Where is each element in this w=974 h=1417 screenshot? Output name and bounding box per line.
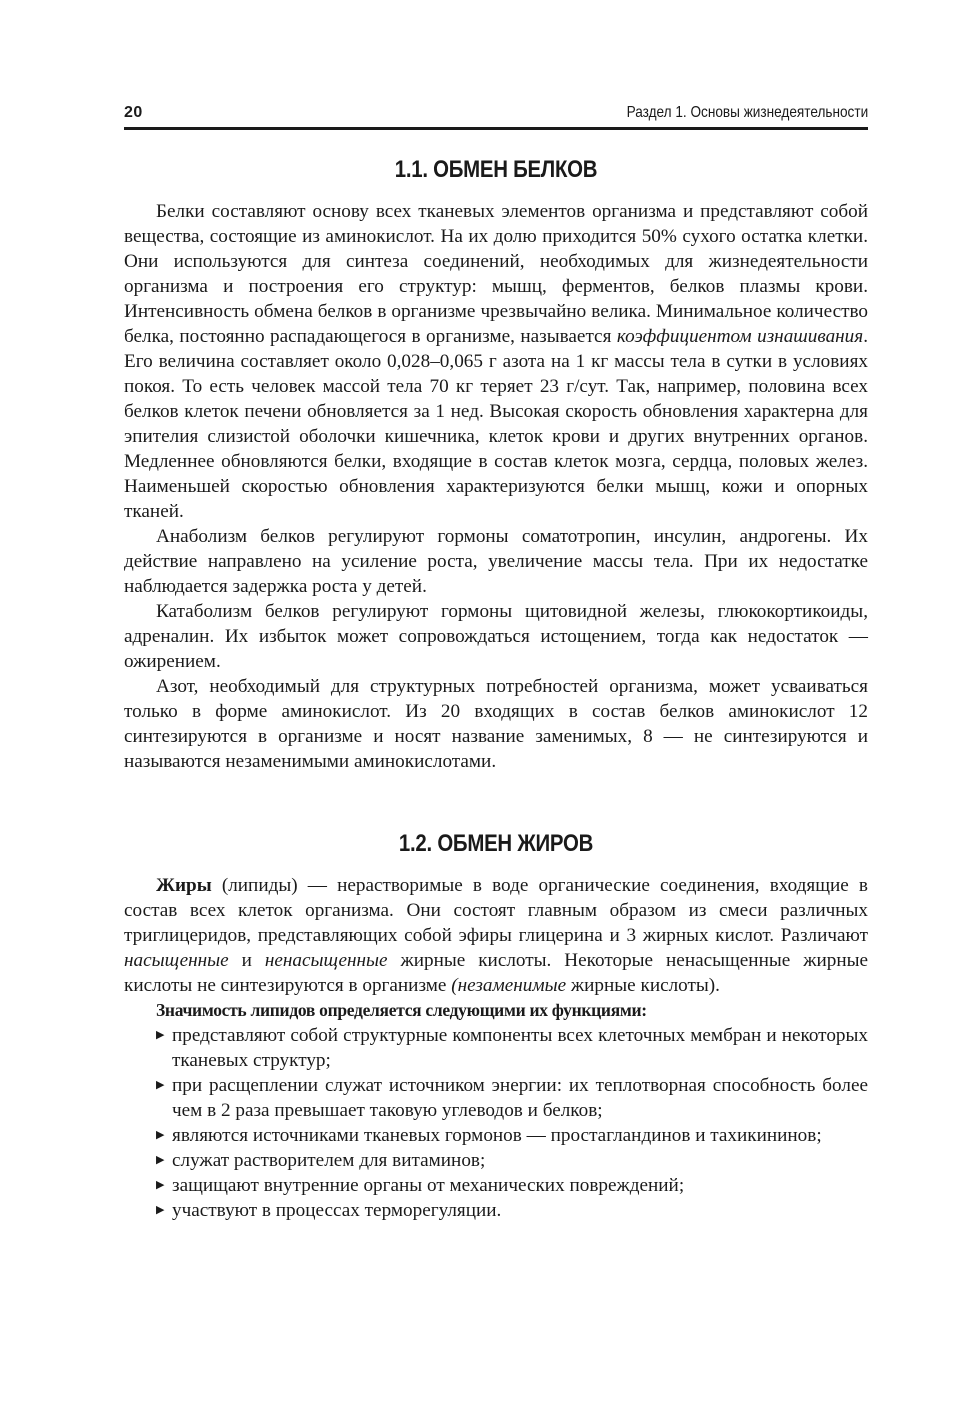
triangle-bullet-icon: ▶: [156, 1029, 165, 1041]
text-run: и: [228, 950, 265, 971]
running-header: [124, 104, 868, 128]
list-item: [156, 1148, 868, 1173]
list-item-text: участвуют в процессах терморегуляции.: [172, 1200, 502, 1221]
list-item-text: представляют собой структурные компоненты всех клеточных мембран и некоторых тканевых структур;: [172, 1025, 868, 1071]
list-item: [156, 1123, 868, 1148]
paragraph-1: [124, 199, 868, 524]
paragraph-fats-intro: [124, 873, 868, 998]
section-2-body: [124, 873, 868, 1223]
text-run: жирные кислоты).: [566, 975, 720, 996]
running-section-title: Раздел 1. Основы жизнедеятельности: [626, 104, 868, 121]
list-item-text: служат растворителем для витаминов;: [172, 1150, 486, 1171]
term-unsaturated: ненасыщенные: [264, 950, 388, 971]
term-essential: (незаменимые: [451, 975, 567, 996]
paragraph-2: Анаболизм белков регулируют гормоны соматотропин, инсулин, андрогены. Их действие направлено на усиление роста, увеличение массы тела. При их недостатке наблюдается задержка роста у детей.: [124, 526, 868, 597]
list-item-text: защищают внутренние органы от механических повреждений;: [172, 1175, 685, 1196]
lipid-functions-list: [124, 1023, 868, 1223]
triangle-bullet-icon: ▶: [156, 1154, 165, 1166]
triangle-bullet-icon: ▶: [156, 1129, 165, 1141]
text-run: жирные кислоты. Некоторые ненасыщенные жирные кислоты не синтезируются в организме: [124, 950, 868, 996]
triangle-bullet-icon: ▶: [156, 1204, 165, 1216]
text-run: . Его величина составляет около 0,028–0,065 г азота на 1 кг массы тела в сутки в условиях покоя. То есть человек массой тела 70 кг теряет 23 г/сут. Так, например, половина всех белков клеток печени обновляется за 1 нед. Высокая скорость обновления характерна для эпителия слизистой оболочки кишечника, клеток крови и других внутренних органов. Медленнее обновляются белки, входящие в состав клеток мозга, сердца, половых желез. Наименьшей скоростью обновления характеризуются белки мышц, кожи и опорных тканей.: [124, 326, 868, 522]
section-1-body: [124, 199, 868, 774]
text-run: (липиды) — нерастворимые в воде органические соединения, входящие в состав всех клеток организма. Они состоят главным образом из смеси различных триглицеридов, представляющих собой эфиры глицерина и 3 жирных кислот. Различают: [124, 875, 868, 946]
paragraph-3: Катаболизм белков регулируют гормоны щитовидной железы, глюкокортикоиды, адреналин. Их избыток может сопровождаться истощением, тогда как недостаток — ожирением.: [124, 601, 868, 672]
term-fats: Жиры: [156, 875, 212, 896]
list-item: [156, 1198, 868, 1223]
header-rule: [124, 127, 868, 130]
list-lead: Значимость липидов определяется следующими их функциями:: [156, 1000, 647, 1020]
term-saturated: насыщенные: [124, 950, 229, 971]
list-item: [156, 1023, 868, 1073]
heading-protein-metabolism: 1.1. ОБМЕН БЕЛКОВ: [394, 156, 598, 183]
triangle-bullet-icon: ▶: [156, 1079, 165, 1091]
list-item: [156, 1073, 868, 1123]
heading-fat-metabolism: 1.2. ОБМЕН ЖИРОВ: [398, 830, 594, 857]
paragraph-4: Азот, необходимый для структурных потребностей организма, может усваиваться только в форме аминокислот. Из 20 входящих в состав белков аминокислот 12 синтезируются в организме и носят название заменимых, 8 — не синтезируются и называются незаменимыми аминокислотами.: [124, 676, 868, 772]
triangle-bullet-icon: ▶: [156, 1179, 165, 1191]
list-item: [156, 1173, 868, 1198]
page-number: 20: [124, 104, 143, 121]
list-item-text: являются источниками тканевых гормонов — простагландинов и тахикининов;: [172, 1125, 822, 1146]
term-wear-coefficient: коэффициентом изнашивания: [616, 326, 864, 347]
text-run: Белки составляют основу всех тканевых элементов организма и представляют собой вещества, состоящие из аминокислот. На их долю приходится 50% сухого остатка клетки. Они используются для синтеза соединений, необходимых для жизнедеятельности организма и построения его структур: мышц, ферментов, белков плазмы крови. Интенсивность обмена белков в организме чрезвычайно велика. Минимальное количество белка, постоянно распадающегося в организме, называется: [124, 201, 868, 347]
list-item-text: при расщеплении служат источником энергии: их теплотворная способность более чем в 2 раза превышает таковую углеводов и белков;: [172, 1075, 868, 1121]
